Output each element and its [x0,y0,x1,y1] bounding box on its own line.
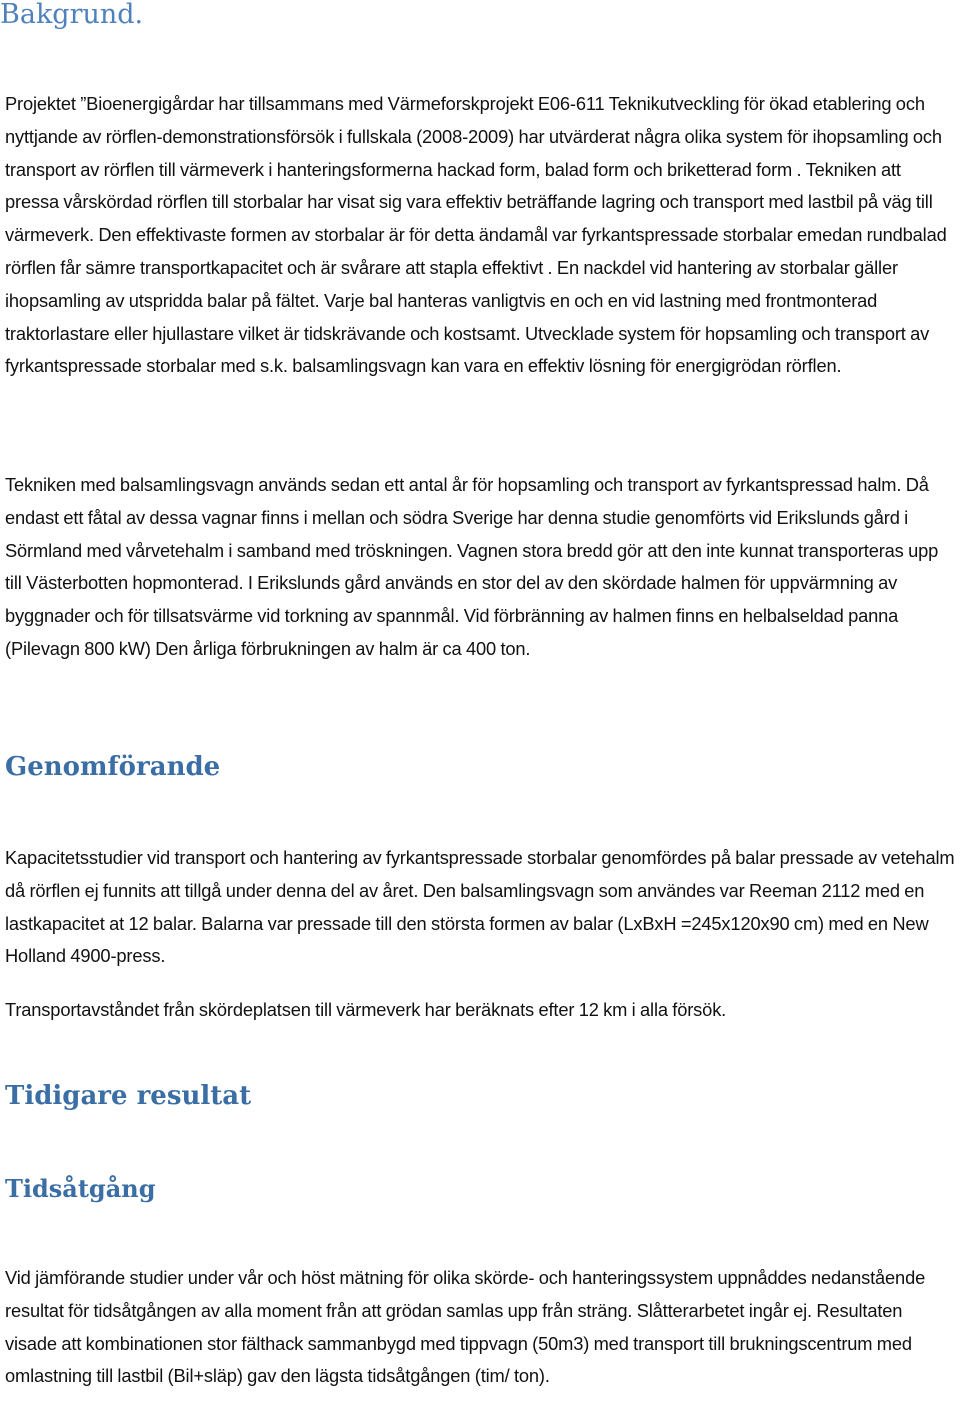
heading-genomforande: Genomförande [5,752,221,782]
heading-tidigare-resultat: Tidigare resultat [5,1081,252,1111]
paragraph-results: Vid jämförande studier under vår och höst mätning för olika skörde- och hanteringssystem uppnåddes nedanstående resultat för tidsåtgången av alla moment från att grödan samlas upp från sträng. Slåtterarbetet ingår ej. Resultaten visade att kombinationen stor fälthack sammanbygd med tippvagn (50m3) med transport till brukningscentrum med omlastning till lastbil (Bil+släp) gav den lägsta tidsåtgången (tim/ ton). [5,1267,926,1387]
heading-tidsatgang: Tidsåtgång [5,1174,156,1203]
heading-bakgrund: Bakgrund. [0,0,144,30]
paragraph-background-2: Tekniken med balsamlingsvagn används sedan ett antal år för hopsamling och transport av fyrkantspressad halm. Då endast ett fåtal av dessa vagnar finns i mellan och södra Sverige har denna studie genomförts vid Erikslunds gård i Sörmland med vårvetehalm i samband med tröskningen. Vagnen stora bredd gör att den inte kunnat transporteras upp till Västerbotten hopmonterad. I Erikslunds gård används en stor del av den skördade halmen för uppvärmning av byggnader och för tillsatsvärme vid torkning av spannmål. Vid förbränning av halmen finns en helbalseldad panna (Pilevagn 800 kW) Den årliga förbrukningen av halm är ca 400 ton. [5,474,939,659]
paragraph-background-1: Projektet ”Bioenergigårdar har tillsammans med Värmeforskprojekt E06-611 Teknikutveckling för ökad etablering och nyttjande av rörflen-demonstrationsförsök i fullskala (2008-2009) har utvärderat några olika system för ihopsamling och transport av rörflen till värmeverk i hanteringsformerna hackad form, balad form och briketterad form . Tekniken att pressa vårskördad rörflen till storbalar har visat sig vara effektiv beträffande lagring och transport med lastbil på väg till värmeverk. Den effektivaste formen av storbalar är för detta ändamål var fyrkantspressade storbalar emedan rundbalad rörflen får sämre transportkapacitet och är svårare att stapla effektivt . En nackdel vid hantering av storbalar gäller ihopsamling av utspridda balar på fältet. Varje bal hanteras vanligtvis en och en vid lastning med frontmonterad traktorlastare eller hjullastare vilket är tidskrävande och kostsamt. Utvecklade system för hopsamling och transport av fyrkantspressade storbalar med s.k. balsamlingsvagn kan vara en effektiv lösning för energigrödan rörflen. [5,93,947,377]
paragraph-method-2: Transportavståndet från skördeplatsen till värmeverk har beräknats efter 12 km i alla försök. [5,999,727,1020]
paragraph-method-1: Kapacitetsstudier vid transport och hantering av fyrkantspressade storbalar genomfördes på balar pressade av vetehalm då rörflen ej funnits att tillgå under denna del av året. Den balsamlingsvagn som användes var Reeman 2112 med en lastkapacitet at 12 balar. Balarna var pressade till den största formen av balar (LxBxH =245x120x90 cm) med en New Holland 4900-press. [5,847,955,967]
